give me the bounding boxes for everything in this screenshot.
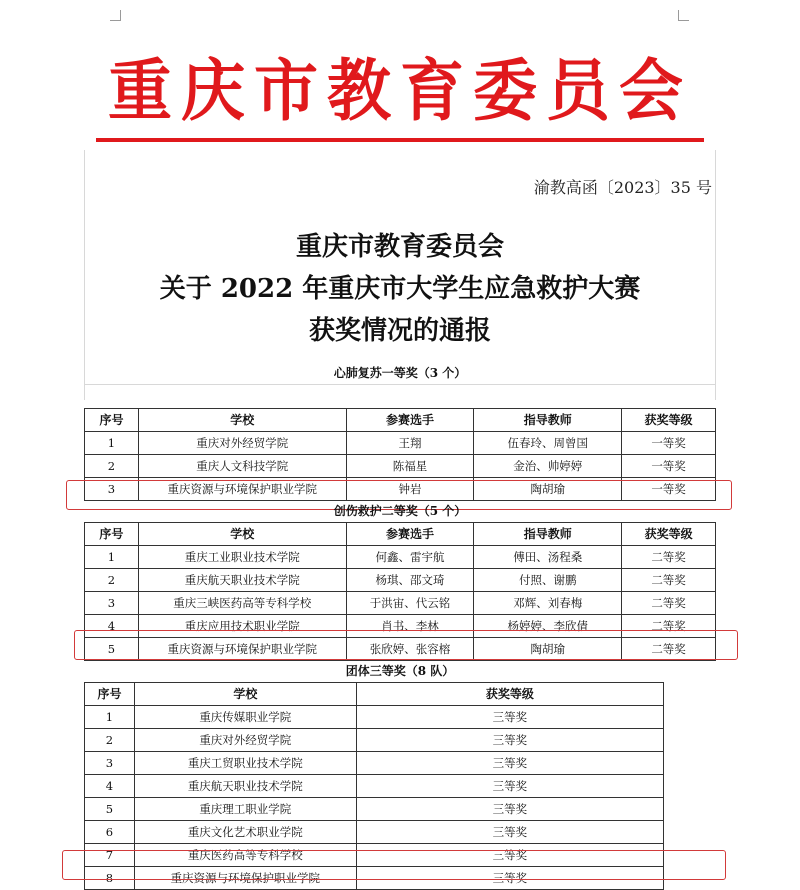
page-frame-rule	[84, 384, 716, 385]
notice-title-line3: 获奖情况的通报	[308, 316, 491, 346]
table-cell: 重庆航天职业技术学院	[134, 775, 356, 798]
table-cell: 1	[85, 546, 139, 569]
table-cell: 二等奖	[622, 592, 716, 615]
table-cell: 张欣婷、张容榕	[346, 638, 474, 661]
table-cell: 一等奖	[622, 455, 716, 478]
table-cell: 重庆三峡医药高等专科学校	[138, 592, 346, 615]
table-cell: 二等奖	[622, 638, 716, 661]
table-cell: 付照、谢鹏	[474, 569, 622, 592]
table-cell: 伍春玲、周曾国	[474, 432, 622, 455]
table-cell: 重庆资源与环境保护职业学院	[138, 638, 346, 661]
table-cell: 2	[85, 569, 139, 592]
section1-title: 心肺复苏一等奖（3 个）	[333, 366, 467, 380]
table-cell: 重庆医药高等专科学校	[134, 844, 356, 867]
table-row	[85, 706, 664, 729]
table-cell: 3	[85, 592, 139, 615]
table-cell: 3	[85, 752, 135, 775]
table-cell: 5	[85, 798, 135, 821]
table-cell: 重庆对外经贸学院	[138, 432, 346, 455]
table-cell: 邓辉、刘春梅	[474, 592, 622, 615]
table-cell: 傅田、汤程桑	[474, 546, 622, 569]
table-cell: 三等奖	[356, 775, 663, 798]
table-cell: 一等奖	[622, 432, 716, 455]
table-cell: 肖书、李林	[346, 615, 474, 638]
table-cell: 7	[85, 844, 135, 867]
table-cell: 二等奖	[622, 569, 716, 592]
column-header: 获奖等级	[356, 683, 663, 706]
table-row	[85, 821, 664, 844]
table-cell: 重庆对外经贸学院	[134, 729, 356, 752]
table-cell: 重庆资源与环境保护职业学院	[134, 867, 356, 890]
highlight-box-section3-row8	[62, 850, 726, 880]
table-cell: 2	[85, 729, 135, 752]
column-header: 序号	[85, 523, 139, 546]
table-cell: 重庆工业职业技术学院	[138, 546, 346, 569]
table-cell: 重庆资源与环境保护职业学院	[138, 478, 346, 501]
column-header: 指导教师	[474, 523, 622, 546]
table-cell: 8	[85, 867, 135, 890]
table-cell: 陈福星	[346, 455, 474, 478]
table-cell: 于洪宙、代云铭	[346, 592, 474, 615]
table-cell: 三等奖	[356, 706, 663, 729]
table-cell: 三等奖	[356, 729, 663, 752]
table-cell: 二等奖	[622, 615, 716, 638]
table-cell: 2	[85, 455, 139, 478]
table-cell: 重庆文化艺术职业学院	[134, 821, 356, 844]
table-cell: 重庆传媒职业学院	[134, 706, 356, 729]
section3-title: 团体三等奖（8 队）	[345, 664, 455, 678]
corner-mark-top-left	[110, 10, 121, 21]
header-red-rule	[96, 138, 704, 142]
org-header-title: 重庆市教育委员会	[108, 52, 692, 131]
table-row	[85, 752, 664, 775]
table-cell: 重庆航天职业技术学院	[138, 569, 346, 592]
table-cell: 二等奖	[622, 546, 716, 569]
table-cell: 三等奖	[356, 867, 663, 890]
column-header: 获奖等级	[622, 409, 716, 432]
table-cell: 三等奖	[356, 798, 663, 821]
table-cell: 王翔	[346, 432, 474, 455]
column-header: 序号	[85, 683, 135, 706]
table-cell: 杨婷婷、李欣倩	[474, 615, 622, 638]
table-cell: 一等奖	[622, 478, 716, 501]
table-cell: 钟岩	[346, 478, 474, 501]
table-cell: 4	[85, 775, 135, 798]
table-cell: 金治、帅婷婷	[474, 455, 622, 478]
table-header-row	[85, 409, 716, 432]
table-cell: 何鑫、雷宇航	[346, 546, 474, 569]
table-cell: 5	[85, 638, 139, 661]
document-number: 渝教高函〔2023〕35 号	[533, 178, 712, 197]
table-cell: 4	[85, 615, 139, 638]
table-cell: 1	[85, 706, 135, 729]
column-header: 学校	[138, 409, 346, 432]
column-header: 学校	[138, 523, 346, 546]
table-cell: 重庆应用技术职业学院	[138, 615, 346, 638]
table-row	[85, 546, 716, 569]
corner-mark-top-right	[678, 10, 689, 21]
table-cell: 三等奖	[356, 844, 663, 867]
highlight-box-section2-row5	[74, 630, 738, 660]
table-row	[85, 592, 716, 615]
notice-title-line2: 关于 2022 年重庆市大学生应急救护大赛	[159, 274, 641, 304]
table-cell: 重庆人文科技学院	[138, 455, 346, 478]
column-header: 参赛选手	[346, 523, 474, 546]
column-header: 获奖等级	[622, 523, 716, 546]
table-cell: 重庆工贸职业技术学院	[134, 752, 356, 775]
table-header-row	[85, 683, 664, 706]
table-row	[85, 455, 716, 478]
table-row	[85, 775, 664, 798]
table-row	[85, 569, 716, 592]
table-cell: 三等奖	[356, 821, 663, 844]
table-cell: 3	[85, 478, 139, 501]
table-row	[85, 432, 716, 455]
table-cell: 6	[85, 821, 135, 844]
table-header-row	[85, 523, 716, 546]
table-cell: 陶胡瑜	[474, 478, 622, 501]
table-row	[85, 798, 664, 821]
column-header: 序号	[85, 409, 139, 432]
table-row	[85, 729, 664, 752]
table-cell: 重庆理工职业学院	[134, 798, 356, 821]
column-header: 指导教师	[474, 409, 622, 432]
table-cell: 杨琪、邵文琦	[346, 569, 474, 592]
notice-title-line1: 重庆市教育委员会	[295, 232, 504, 262]
column-header: 学校	[134, 683, 356, 706]
table-cell: 陶胡瑜	[474, 638, 622, 661]
section2-title: 创伤救护二等奖（5 个）	[333, 504, 467, 518]
column-header: 参赛选手	[346, 409, 474, 432]
table-cell: 三等奖	[356, 752, 663, 775]
table-cell: 1	[85, 432, 139, 455]
